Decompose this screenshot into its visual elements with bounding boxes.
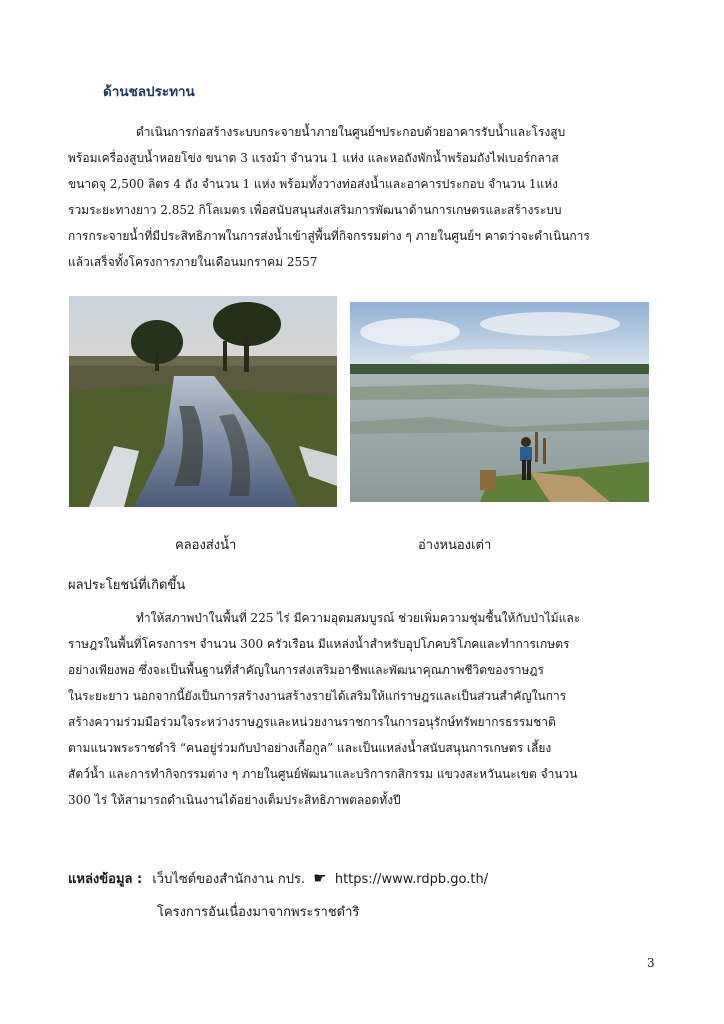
pointing-hand-icon: ☛ bbox=[313, 869, 327, 887]
paragraph-line: สัตว์น้ำ และการทำกิจกรรมต่าง ๆ ภายในศูนย์พัฒนาและบริการกสิกรรม แขวงสะหวันนะเขต จำนวน bbox=[68, 767, 578, 781]
reservoir-photo bbox=[350, 302, 649, 502]
paragraph-line: ในระยะยาว นอกจากนี้ยังเป็นการสร้างงานสร้างรายได้เสริมให้แก่ราษฎรและเป็นส่วนสำคัญในการ bbox=[68, 689, 567, 703]
paragraph-line: แล้วเสร็จทั้งโครงการภายในเดือนมกราคม 2557 bbox=[68, 255, 318, 269]
paragraph-line: อย่างเพียงพอ ซึ่งจะเป็นพื้นฐานที่สำคัญในการส่งเสริมอาชีพและพัฒนาคุณภาพชีวิตของราษฎร bbox=[68, 663, 544, 677]
irrigation-paragraph bbox=[68, 119, 658, 275]
paragraph-line: ขนาดจุ 2,500 ลิตร 4 ถัง จำนวน 1 แห่ง พร้อมทั้งวางท่อส่งน้ำและอาคารประกอบ จำนวน 1แห่ง bbox=[68, 177, 559, 191]
paragraph-line: ตามแนวพระราชดำริ “คนอยู่ร่วมกับป่าอย่างเกื้อกูล” และเป็นแหล่งน้ำสนับสนุนการเกษตร เลี้ยง bbox=[68, 741, 552, 755]
paragraph-line: ราษฎรในพื้นที่โครงการฯ จำนวน 300 ครัวเรือน มีแหล่งน้ำสำหรับอุปโภคบริโภคและทำการเกษตร bbox=[68, 637, 570, 651]
source-line bbox=[68, 868, 488, 889]
paragraph-line: ทำให้สภาพป่าในพื้นที่ 225 ไร่ มีความอุดมสมบูรณ์ ช่วยเพิ่มความชุ่มชื้นให้กับป่าไม้และ bbox=[136, 611, 581, 625]
source-label: แหล่งข้อมูล : bbox=[68, 872, 143, 887]
paragraph-line: สร้างความร่วมมือร่วมใจระหว่างราษฎรและหน่วยงานราชการในการอนุรักษ์ทรัพยากรธรรมชาติ bbox=[68, 715, 556, 729]
paragraph-line: 300 ไร่ ให้สามารถดำเนินงานได้อย่างเต็มประสิทธิภาพตลอดทั้งปี bbox=[68, 793, 401, 807]
canal-photo bbox=[69, 296, 337, 507]
source-line-2: โครงการอันเนื่องมาจากพระราชดำริ bbox=[157, 905, 360, 920]
benefits-paragraph bbox=[68, 605, 660, 813]
canal-photo-image bbox=[69, 296, 337, 507]
source-url-link[interactable]: https://www.rdpb.go.th/ bbox=[334, 872, 489, 887]
page-number: 3 bbox=[647, 956, 655, 970]
benefits-heading: ผลประโยชน์ที่เกิดขึ้น bbox=[68, 578, 186, 593]
paragraph-line: ดำเนินการก่อสร้างระบบกระจายน้ำภายในศูนย์ฯประกอบด้วยอาคารรับน้ำและโรงสูบ bbox=[136, 125, 566, 139]
section-title: ด้านชลประทาน bbox=[103, 84, 195, 100]
source-text: เว็บไซต์ของสำนักงาน กปร. bbox=[152, 872, 306, 887]
reservoir-photo-image bbox=[350, 302, 649, 502]
paragraph-line: รวมระยะทางยาว 2.852 กิโลเมตร เพื่อสนับสนุนส่งเสริมการพัฒนาด้านการเกษตรและสร้างระบบ bbox=[68, 203, 562, 217]
paragraph-line: พร้อมเครื่องสูบน้ำหอยโข่ง ขนาด 3 แรงม้า จำนวน 1 แห่ง และหอถังพักน้ำพร้อมถังไฟเบอร์กลาส bbox=[68, 151, 559, 165]
reservoir-caption: อ่างหนองเต่า bbox=[418, 538, 492, 553]
paragraph-line: การกระจายน้ำที่มีประสิทธิภาพในการส่งน้ำเข้าสู่พื้นที่กิจกรรมต่าง ๆ ภายในศูนย์ฯ คาดว่าจะดำเนินการ bbox=[68, 229, 590, 243]
canal-caption: คลองส่งน้ำ bbox=[175, 538, 237, 553]
